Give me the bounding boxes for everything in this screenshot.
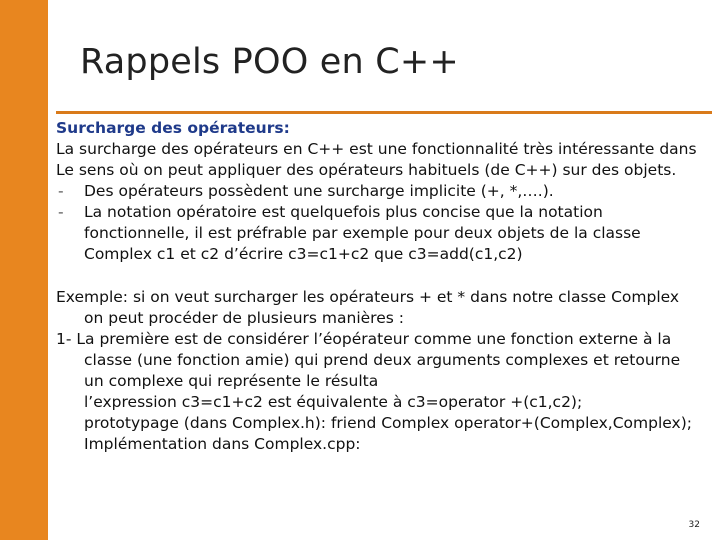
intro-line-1: La surcharge des opérateurs en C++ est une fonctionnalité très intéressante dans xyxy=(56,140,697,158)
method-line-2: classe (une fonction amie) qui prend deux arguments complexes et retourne xyxy=(84,351,681,369)
detail-line-1: l’expression c3=c1+c2 est équivalente à c3=operator +(c1,c2); xyxy=(84,393,583,411)
bullet-2-line-2: fonctionnelle, il est préfrable par exemple pour deux objets de la classe xyxy=(84,224,641,242)
bullet-dash: - xyxy=(58,203,64,221)
title-underline xyxy=(56,111,712,114)
detail-line-3: Implémentation dans Complex.cpp: xyxy=(84,435,361,453)
bullet-dash: - xyxy=(58,182,64,200)
bullet-2-line-1: La notation opératoire est quelquefois plus concise que la notation xyxy=(84,203,603,221)
example-line-2: on peut procéder de plusieurs manières : xyxy=(84,309,404,327)
left-accent-bar xyxy=(0,0,48,540)
bullet-2-line-3: Complex c1 et c2 d’écrire c3=c1+c2 que c3=add(c1,c2) xyxy=(84,245,523,263)
bullet-1-text: Des opérateurs possèdent une surcharge implicite (+, *,….). xyxy=(84,182,554,200)
section-heading: Surcharge des opérateurs: xyxy=(56,119,290,137)
slide-body xyxy=(56,118,716,455)
spacer xyxy=(56,265,716,287)
method-line-3: un complexe qui représente le résulta xyxy=(84,372,379,390)
intro-line-2: Le sens où on peut appliquer des opérateurs habituels (de C++) sur des objets. xyxy=(56,161,677,179)
page-number: 32 xyxy=(688,520,700,530)
bullet-item-2 xyxy=(56,202,716,265)
detail-line-2: prototypage (dans Complex.h): friend Complex operator+(Complex,Complex); xyxy=(84,414,692,432)
method-line-1: 1- La première est de considérer l’éopérateur comme une fonction externe à la xyxy=(56,330,672,348)
example-line-1: Exemple: si on veut surcharger les opérateurs + et * dans notre classe Complex xyxy=(56,288,680,306)
slide-title: Rappels POO en C++ xyxy=(80,42,459,82)
bullet-item-1 xyxy=(56,181,716,202)
